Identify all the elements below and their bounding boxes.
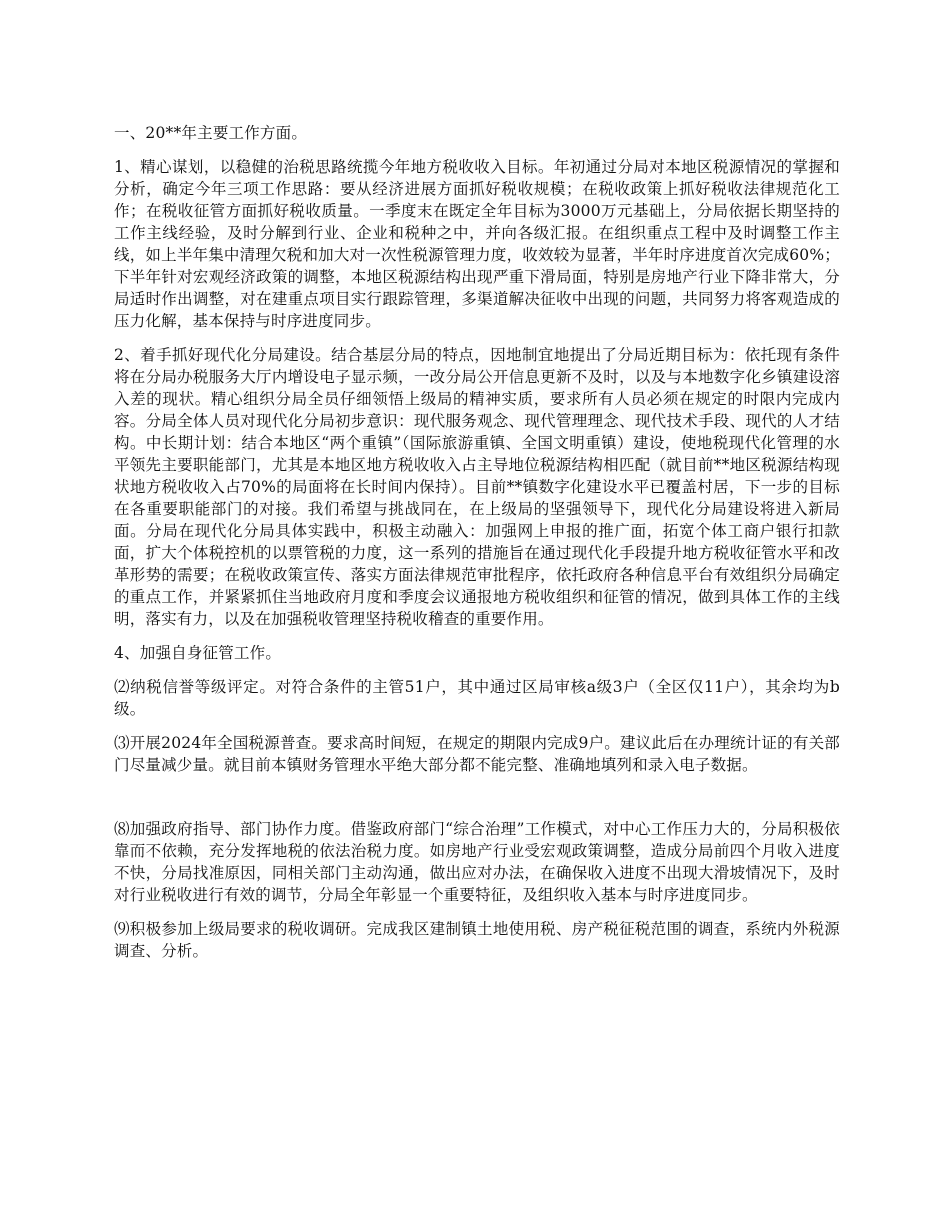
paragraph-1-tax-planning: 1、精心谋划，以稳健的治税思路统揽今年地方税收收入目标。年初通过分局对本地区税源情况的掌握和分析，确定今年三项工作思路：要从经济进展方面抓好税收规模；在税收政策上抓好税收法律规范化工作；在税收征管方面抓好税收质量。一季度末在既定全年目标为3000万元基础上，分局依据长期坚持的工作主线经验，及时分解到行业、企业和税种之中，并向各级汇报。在组织重点工程中及时调整工作主线，如上半年集中清理欠税和加大对一次性税源管理力度，收效较为显著，半年时序进度首次完成60%；下半年针对宏观经济政策的调整，本地区税源结构出现严重下滑局面，特别是房地产行业下降非常大，分局适时作出调整，对在建重点项目实行跟踪管理，多渠道解决征收中出现的问题，共同努力将客观造成的压力化解，基本保持与时序进度同步。: [114, 158, 840, 330]
document-body: [114, 122, 840, 974]
paragraph-government-coordination: ⑻加强政府指导、部门协作力度。借鉴政府部门“综合治理”工作模式，对中心工作压力大的，分局积极依靠而不依赖，充分发挥地税的依法治税力度。如房地产行业受宏观政策调整，造成分局前四个月收入进度不快，分局找准原因，同相关部门主动沟通，做出应对办法，在确保收入进度不出现大滑坡情况下，及时对行业税收进行有效的调节，分局全年彰显一个重要特征，及组织收入基本与时序进度同步。: [114, 820, 840, 904]
paragraph-tax-census: ⑶开展2024年全国税源普查。要求高时间短，在规定的期限内完成9户。建议此后在办理统计证的有关部门尽量减少量。就目前本镇财务管理水平绝大部分都不能完整、准确地填列和录入电子数据。: [114, 734, 840, 774]
paragraph-4-collection-management: 4、加强自身征管工作。: [114, 644, 282, 662]
paragraph-gap: [114, 788, 840, 818]
paragraph-2-modernization: 2、着手抓好现代化分局建设。结合基层分局的特点，因地制宜地提出了分局近期目标为：依托现有条件将在分局办税服务大厅内增设电子显示频，一改分局公开信息更新不及时，以及与本地数字化乡镇建设溶入差的现状。精心组织分局全员仔细领悟上级局的精神实质，要求所有人员必须在规定的时限内完成内容。分局全体人员对现代化分局初步意识：现代服务观念、现代管理理念、现代技术手段、现代的人才结构。中长期计划：结合本地区“两个重镇”（国际旅游重镇、全国文明重镇）建设，使地税现代化管理的水平领先主要职能部门，尤其是本地区地方税收收入占主导地位税源结构相匹配（就目前**地区税源结构现状地方税收收入占70%的局面将在长时间内保持）。目前**镇数字化建设水平已覆盖村居，下一步的目标在各重要职能部门的对接。我们希望与挑战同在，在上级局的坚强领导下，现代化分局建设将进入新局面。分局在现代化分局具体实践中，积极主动融入：加强网上申报的推广面，拓宽个体工商户银行扣款面，扩大个体税控机的以票管税的力度，这一系列的措施旨在通过现代化手段提升地方税收征管水平和改革形势的需要；在税收政策宣传、落实方面法律规范审批程序，依托政府各种信息平台有效组织分局确定的重点工作，并紧紧抓住当地政府月度和季度会议通报地方税收组织和征管的情况，做到具体工作的主线明，落实有力，以及在加强税收管理坚持税收稽查的重要作用。: [114, 346, 840, 628]
section-heading: 一、20**年主要工作方面。: [114, 124, 308, 142]
paragraph-tax-research: ⑼积极参加上级局要求的税收调研。完成我区建制镇土地使用税、房产税征税范围的调查，系统内外税源调查、分析。: [114, 920, 840, 960]
paragraph-credit-rating: ⑵纳税信誉等级评定。对符合条件的主管51户，其中通过区局审核a级3户（全区仅11户），其余均为b级。: [114, 678, 840, 718]
